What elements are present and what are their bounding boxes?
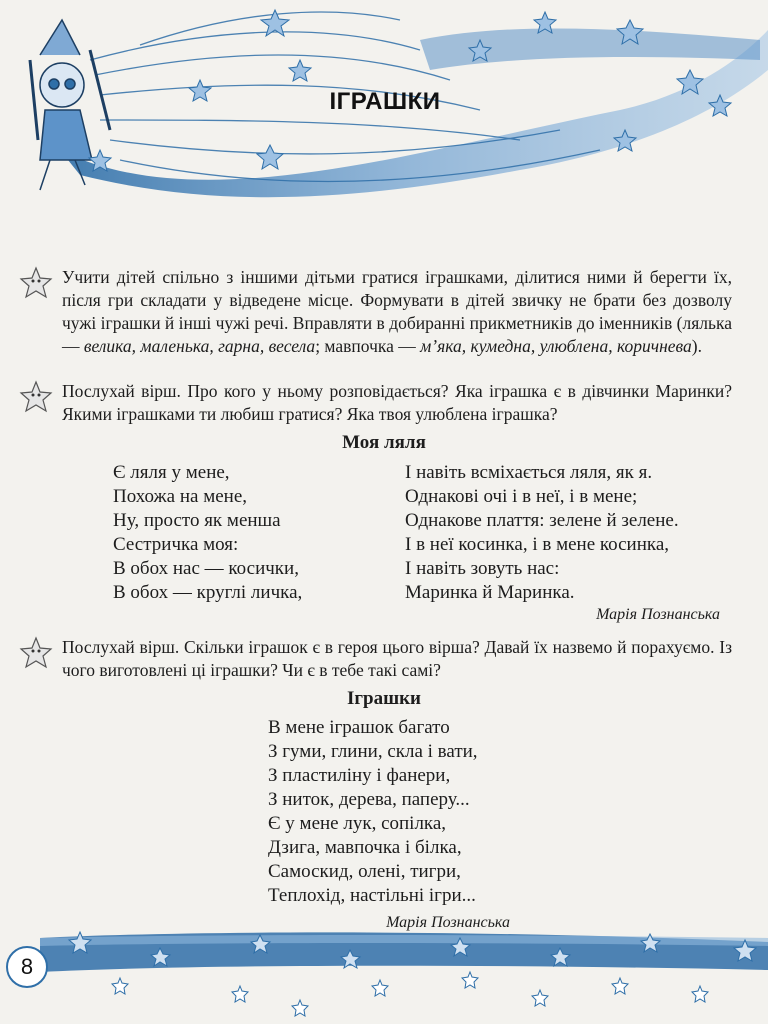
poem-line: Маринка й Маринка. [405,582,575,603]
poem-line: Однакові очі і в неї, і в мене; [405,486,638,507]
poem-line: Самоскид, олені, тигри, [268,861,461,882]
poem-line: Є у мене лук, сопілка, [268,813,447,834]
poem-line: Дзига, мавпочка і білка, [268,837,462,858]
poem-line: В обох нас — косички, [113,558,299,579]
poem-line: Однакове плаття: зелене й зелене. [405,510,679,531]
star-character-icon [18,636,54,670]
intro-paragraph: Учити дітей спільно з іншими дітьми гратися іграшками, ділитися ними й берегти їх, після гри складати у відведене місце. Формувати в дітей звичку не брати без дозволу чужі іграшки й інші чужі речі. Вправляти в добиранні прикметників до іменників (лялька — велика, маленька, гарна, весела; мавпочка — м’яка, кумедна, улюблена, коричнева). [62,267,732,356]
star-character-icon [18,380,54,414]
poem-line: Є ляля у мене, [113,462,230,483]
poem-line: Ну, просто як менша [113,510,281,531]
poem-2-author: Марія Познанська [386,914,510,931]
poem-line: Теплохід, настільні ігри... [268,885,476,906]
star-character-icon [18,266,54,300]
page-title: ІГРАШКИ [329,88,441,115]
question-2: Послухай вірш. Скільки іграшок є в героя цього вірша? Давай їх назвемо й порахуємо. Із чого виготовлені ці іграшки? Чи є в тебе такі самі? [62,637,732,680]
poem-2-lines [268,716,478,908]
poem-line: З ниток, дерева, паперу... [268,789,470,810]
poem-1-right-column [405,461,679,605]
page-number: 8 [6,946,48,988]
poem-line: Сестричка моя: [113,534,239,555]
poem-line: І навіть всміхається ляля, як я. [405,462,653,483]
poem-line: Похожа на мене, [113,486,248,507]
poem-line: З гуми, глини, скла і вати, [268,741,478,762]
question-1: Послухай вірш. Про кого у ньому розповідається? Яка іграшка є в дівчинки Маринки? Якими іграшками ти любиш гратися? Яка твоя улюблена іграшка? [62,381,732,424]
poem-line: З пластиліну і фанери, [268,765,451,786]
poem-1-left-column [113,461,302,605]
poem-line: В мене іграшок багато [268,717,450,738]
footer-star-ribbon [0,920,768,1024]
poem-1-title: Моя ляля [342,432,426,453]
poem-line: І навіть зовуть нас: [405,558,560,579]
poem-1-author: Марія Познанська [596,606,720,623]
poem-line: В обох — круглі личка, [113,582,303,603]
poem-line: І в неї косинка, і в мене косинка, [405,534,670,555]
poem-2-title: Іграшки [346,688,422,709]
